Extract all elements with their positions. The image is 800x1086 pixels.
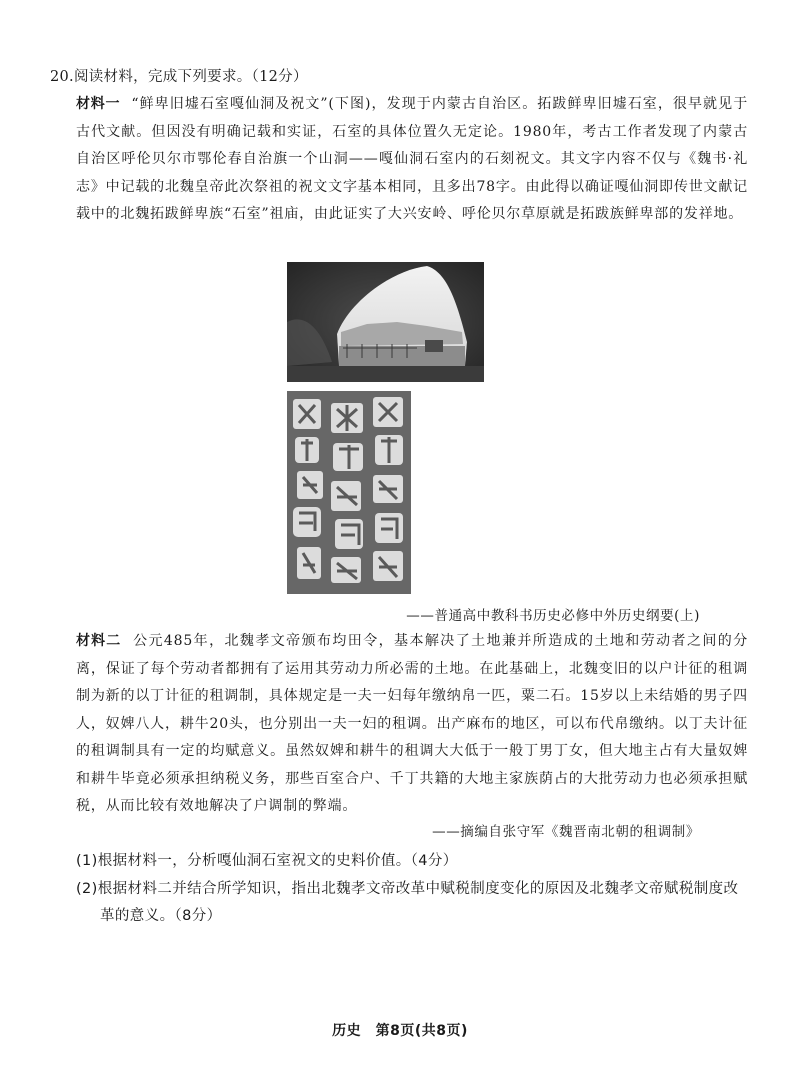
material-one-label: 材料一 [76, 96, 121, 112]
material-two-text: 公元485年，北魏孝文帝颁布均田令，基本解决了土地兼并所造成的土地和劳动者之间的分离，保证了每个劳动者都拥有了运用其劳动力所必需的土地。在此基础上，北魏变旧的以户计征的租调制为新的以丁计征的租调制，具体规定是一夫一妇每年缴纳帛一匹，粟二石。15岁以上未结婚的男子四人，奴婢八人，耕牛20头，也分别出一夫一妇的租调。出产麻布的地区，可以布代帛缴纳。以丁夫计征的租调制具有一定的均赋意义。虽然奴婢和耕牛的租调大大低于一般丁男丁女，但大地主占有大量奴婢和耕牛毕竟必须承担纳税义务，那些百室合户、千丁共籍的大地主家族荫占的大批劳动力也必须承担赋税，从而比较有效地解决了户调制的弊端。 [76, 633, 748, 814]
sub-question-1: (1)根据材料一，分析嘎仙洞石室祝文的史料价值。（4分） [76, 853, 458, 869]
question-heading: 20.阅读材料，完成下列要求。（12分） [50, 69, 308, 85]
cave-photo [287, 262, 484, 382]
material-one-text: “鲜卑旧墟石室嘎仙洞及祝文”(下图)，发现于内蒙古自治区。拓跋鲜卑旧墟石室，很早就见于古代文献。但因没有明确记载和实证，石室的具体位置久无定论。1980年，考古工作者发现了内蒙古自治区呼伦贝尔市鄂伦春自治旗一个山洞——嘎仙洞石室内的石刻祝文。其文字内容不仅与《魏书·礼志》中记载的北魏皇帝此次祭祖的祝文文字基本相同，且多出78字。由此得以确证嘎仙洞即传世文献记载中的北魏拓跋鲜卑族“石室”祖庙，由此证实了大兴安岭、呼伦贝尔草原就是拓跋族鲜卑部的发祥地。 [76, 96, 748, 222]
page-footer: 历史 第8页(共8页) [332, 1023, 468, 1039]
material-one-source: ——普通高中教科书历史必修中外历史纲要(上) [406, 608, 700, 624]
sub-question-2: (2)根据材料二并结合所学知识，指出北魏孝文帝改革中赋税制度变化的原因及北魏孝文帝赋税制度改革的意义。（8分） [76, 881, 739, 924]
material-one [76, 91, 748, 229]
material-two-label: 材料二 [76, 633, 122, 649]
material-two-source: ——摘编自张守军《魏晋南北朝的租调制》 [432, 824, 700, 840]
stone-inscription-rubbing [287, 391, 411, 594]
material-two [76, 628, 748, 821]
